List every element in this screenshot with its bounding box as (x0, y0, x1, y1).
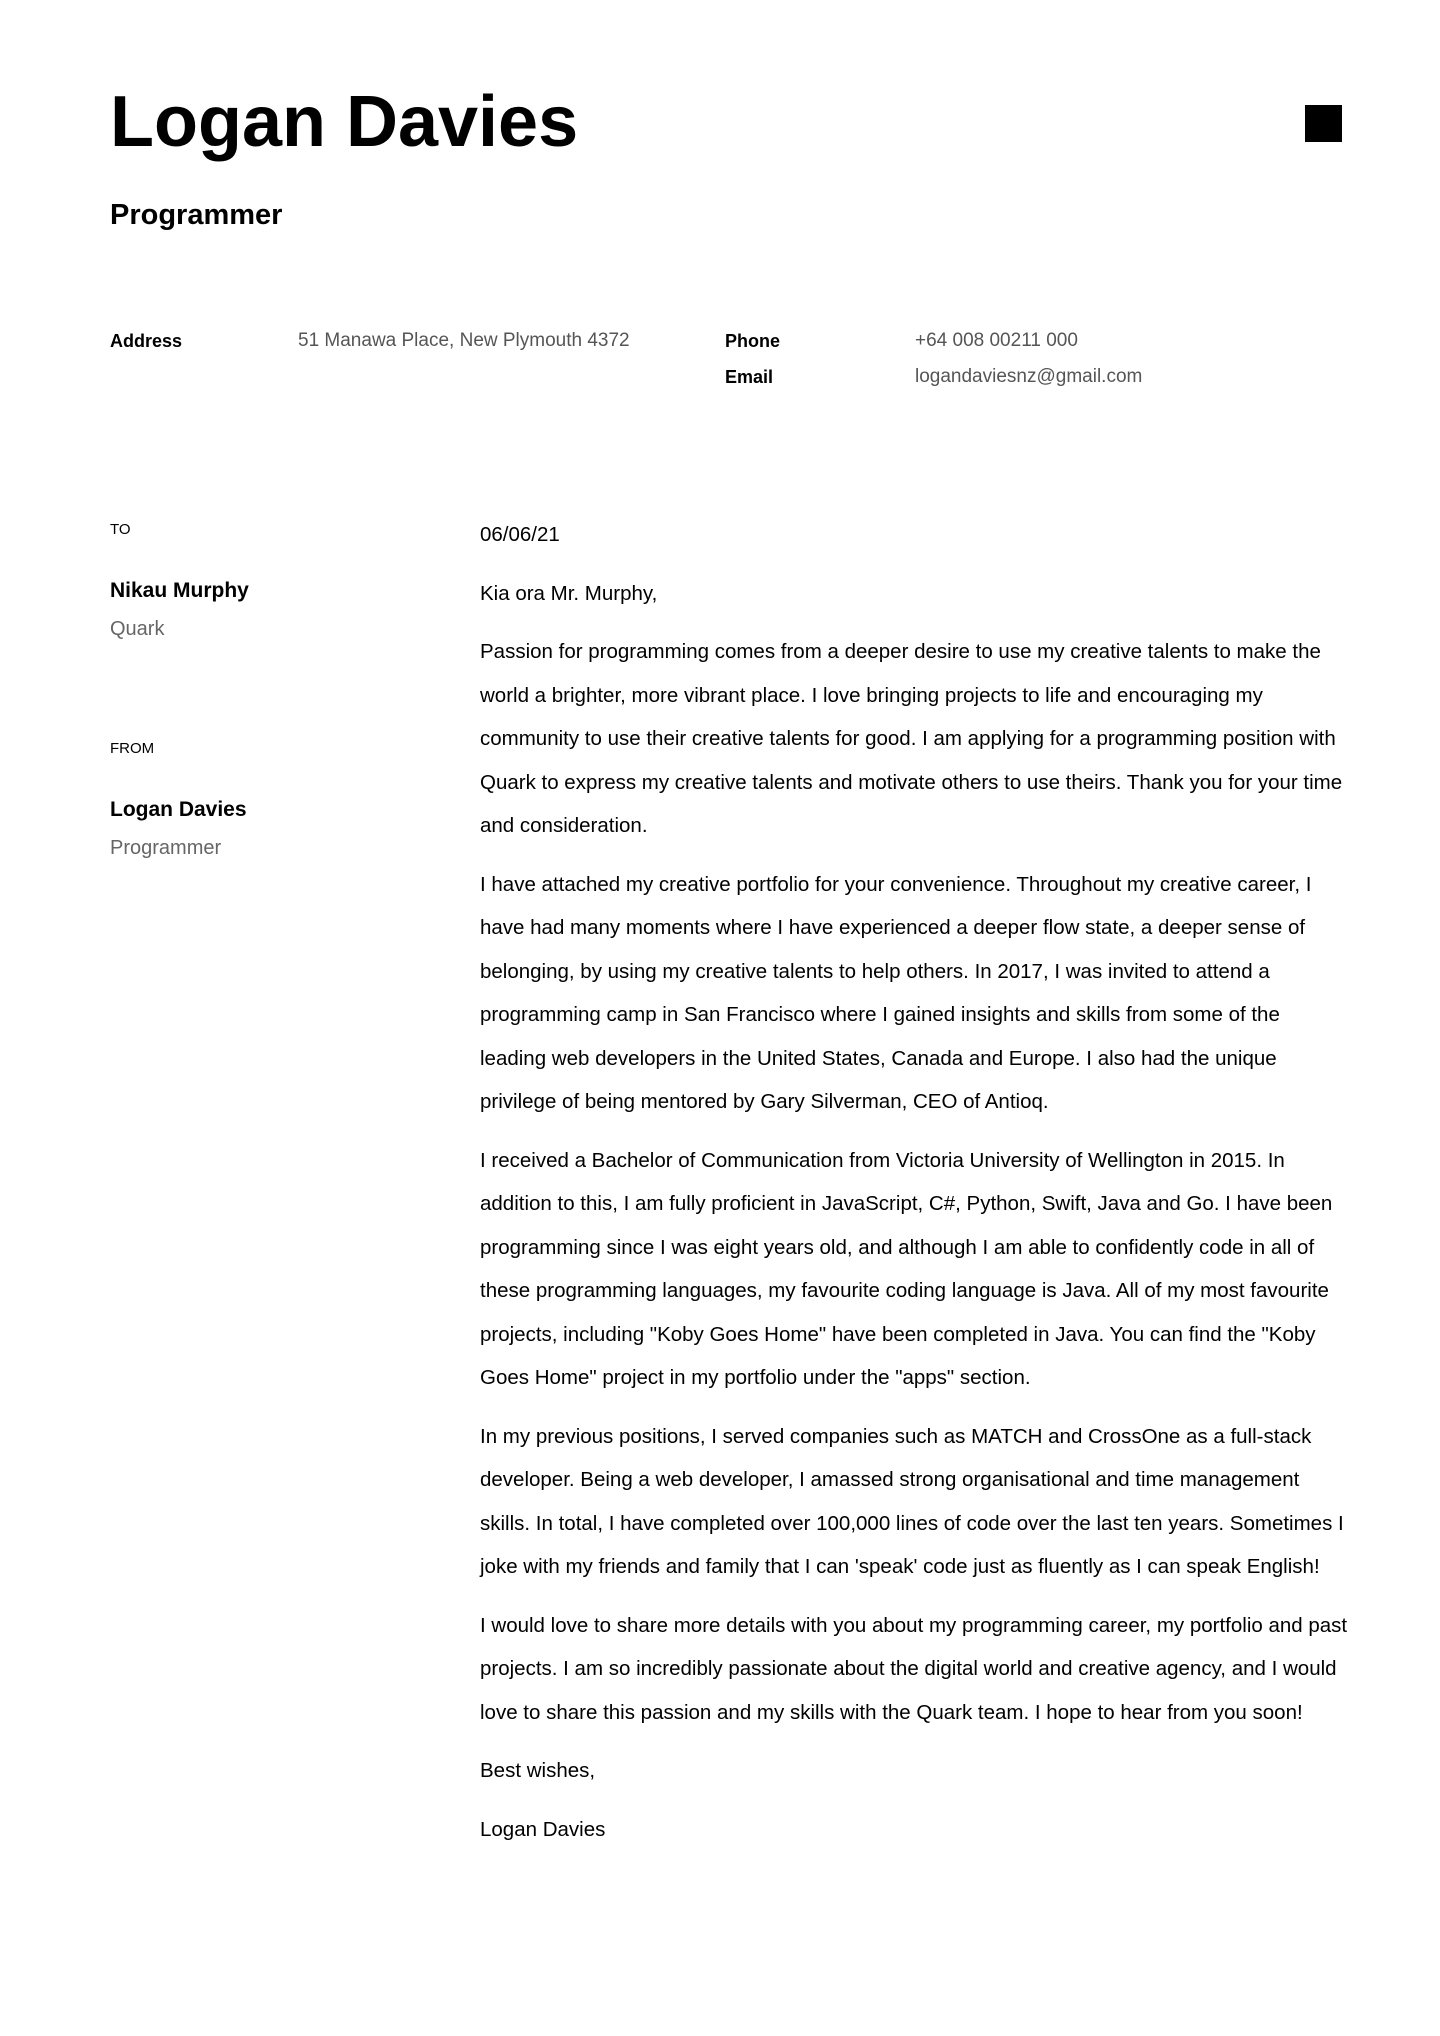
address-value: 51 Manawa Place, New Plymouth 4372 (298, 330, 630, 351)
letter-greeting: Kia ora Mr. Murphy, (480, 581, 658, 605)
letter-paragraph: I have attached my creative portfolio for your convenience. Throughout my creative career, I have had many moments where I have experienced a deeper flow state, a deeper sense of belonging, by using my creative talents to help others. In 2017, I was invited to attend a programming camp in San Francisco where I gained insights and skills from some of the leading web developers in the United States, Canada and Europe. I also had the unique privilege of being mentored by Gary Silverman, CEO of Antioq. (480, 872, 1312, 1113)
email-label: Email (725, 367, 774, 387)
sender-label: FROM (110, 740, 155, 757)
applicant-name: Logan Davies (110, 82, 579, 162)
letter-closing: Best wishes, (480, 1759, 596, 1782)
sender-title: Programmer (110, 837, 222, 859)
recipient-label: TO (110, 521, 131, 538)
address-label: Address (110, 331, 183, 351)
letter-date: 06/06/21 (480, 523, 560, 546)
letter-paragraph: Passion for programming comes from a deeper desire to use my creative talents to make the world a brighter, more vibrant place. I love bringing projects to life and encouraging my community to use their creative talents for good. I am applying for a programming position with Quark to express my creative talents and motivate others to use theirs. Thank you for your time and consideration. (480, 640, 1343, 837)
applicant-title: Programmer (110, 199, 283, 231)
letter-signature: Logan Davies (480, 1817, 606, 1841)
email-value: logandaviesnz@gmail.com (915, 366, 1143, 387)
letter-paragraph: I would love to share more details with you about my programming career, my portfolio and past projects. I am so incredibly passionate about the digital world and creative agency, and I would love to share this passion and my skills with the Quark team. I hope to hear from you soon! (480, 1613, 1348, 1724)
square-logo-icon (1305, 105, 1342, 142)
recipient-company: Quark (110, 618, 165, 640)
letter-paragraph: I received a Bachelor of Communication from Victoria University of Wellington in 2015. In addition to this, I am fully proficient in JavaScript, C#, Python, Swift, Java and Go. I have been programming since I was eight years old, and although I am able to confidently code in all of these programming languages, my favourite coding language is Java. All of my most favourite projects, including "Koby Goes Home" have been completed in Java. You can find the "Koby Goes Home" project in my portfolio under the "apps" section. (480, 1148, 1333, 1389)
recipient-name: Nikau Murphy (110, 579, 249, 602)
letter-paragraph: In my previous positions, I served companies such as MATCH and CrossOne as a full-stack developer. Being a web developer, I amassed strong organisational and time management skills. In total, I have completed over 100,000 lines of code over the last ten years. Sometimes I joke with my friends and family that I can 'speak' code just as fluently as I can speak English! (480, 1424, 1344, 1578)
phone-value: +64 008 00211 000 (915, 330, 1078, 351)
letter-body (480, 513, 1350, 1866)
phone-label: Phone (725, 331, 781, 351)
sender-name: Logan Davies (110, 798, 247, 821)
